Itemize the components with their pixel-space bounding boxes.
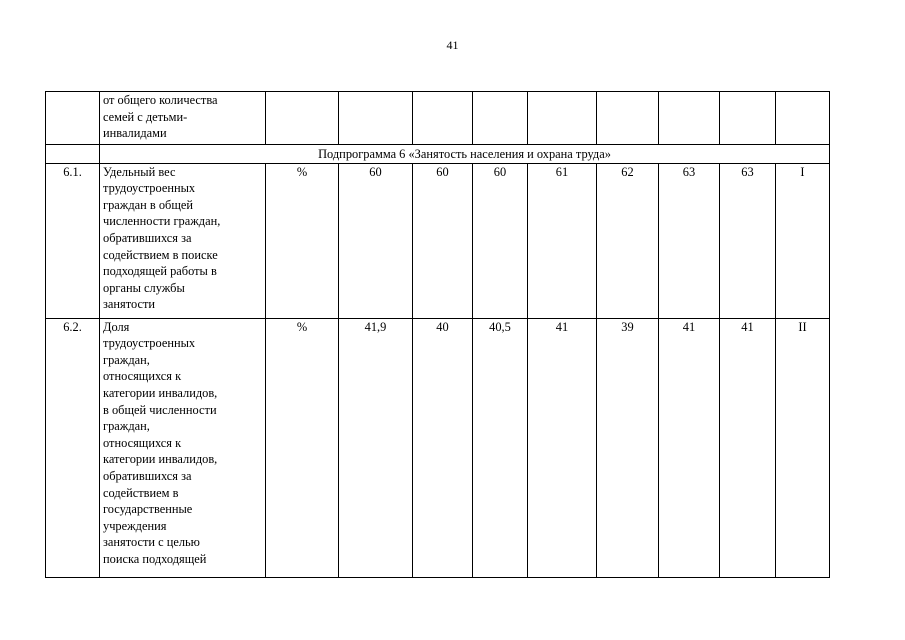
cell-value: 41 — [659, 318, 720, 577]
cell-name — [100, 163, 266, 318]
name-line: инвалидами — [103, 126, 167, 141]
cell-value — [597, 92, 659, 145]
cell-value — [659, 92, 720, 145]
cell-unit: % — [266, 318, 339, 577]
indicators-table — [45, 91, 830, 578]
name-line: учреждения — [103, 518, 167, 533]
name-line: в общей численности — [103, 402, 217, 417]
cell-value: 40 — [413, 318, 473, 577]
name-line: содействием в — [103, 485, 179, 500]
subprogram-title: Подпрограмма 6 «Занятость населения и охрана труда» — [100, 145, 830, 164]
cell-value — [339, 92, 413, 145]
cell-num — [46, 92, 100, 145]
name-line: обратившихся за — [103, 468, 192, 483]
cell-type — [776, 92, 830, 145]
page-number: 41 — [446, 38, 459, 52]
cell-value — [528, 92, 597, 145]
cell-name — [100, 92, 266, 145]
name-line: Доля — [103, 319, 130, 334]
name-line: семей с детьми- — [103, 109, 188, 124]
name-line: занятости с целью — [103, 535, 200, 550]
name-line: органы службы — [103, 280, 185, 295]
name-line: категории инвалидов, — [103, 452, 218, 467]
table-row — [46, 318, 830, 577]
name-line: поиска подходящей — [103, 551, 207, 566]
name-line: граждан, — [103, 419, 150, 434]
name-line: трудоустроенных — [103, 336, 196, 351]
cell-num: 6.2. — [46, 318, 100, 577]
cell-value: 41 — [528, 318, 597, 577]
cell-value: 60 — [473, 163, 528, 318]
name-line: численности граждан, — [103, 214, 221, 229]
cell-name — [100, 318, 266, 577]
cell-value: 39 — [597, 318, 659, 577]
cell-value — [473, 92, 528, 145]
cell-unit: % — [266, 163, 339, 318]
name-line: Удельный вес — [103, 164, 176, 179]
cell-num: 6.1. — [46, 163, 100, 318]
cell-value: 41,9 — [339, 318, 413, 577]
name-line: относящихся к — [103, 435, 182, 450]
cell-unit — [266, 92, 339, 145]
cell-value: 63 — [659, 163, 720, 318]
name-line: граждан в общей — [103, 197, 193, 212]
name-line: категории инвалидов, — [103, 385, 218, 400]
name-line: трудоустроенных — [103, 181, 196, 196]
cell-value: 60 — [339, 163, 413, 318]
cell-value: 63 — [720, 163, 776, 318]
table-row-continuation — [46, 92, 830, 145]
cell-value: 40,5 — [473, 318, 528, 577]
cell-type: II — [776, 318, 830, 577]
name-line: относящихся к — [103, 369, 182, 384]
name-line: государственные — [103, 502, 193, 517]
cell-value: 41 — [720, 318, 776, 577]
table-row — [46, 163, 830, 318]
cell-value: 62 — [597, 163, 659, 318]
cell-value — [720, 92, 776, 145]
name-line: от общего количества — [103, 93, 218, 107]
name-line: граждан, — [103, 352, 150, 367]
subprogram-row — [46, 145, 830, 164]
cell-num — [46, 145, 100, 164]
name-line: занятости — [103, 297, 156, 312]
name-line: обратившихся за — [103, 230, 192, 245]
name-line: содействием в поиске — [103, 247, 218, 262]
cell-value — [413, 92, 473, 145]
cell-value: 61 — [528, 163, 597, 318]
cell-value: 60 — [413, 163, 473, 318]
cell-type: I — [776, 163, 830, 318]
name-line: подходящей работы в — [103, 264, 217, 279]
